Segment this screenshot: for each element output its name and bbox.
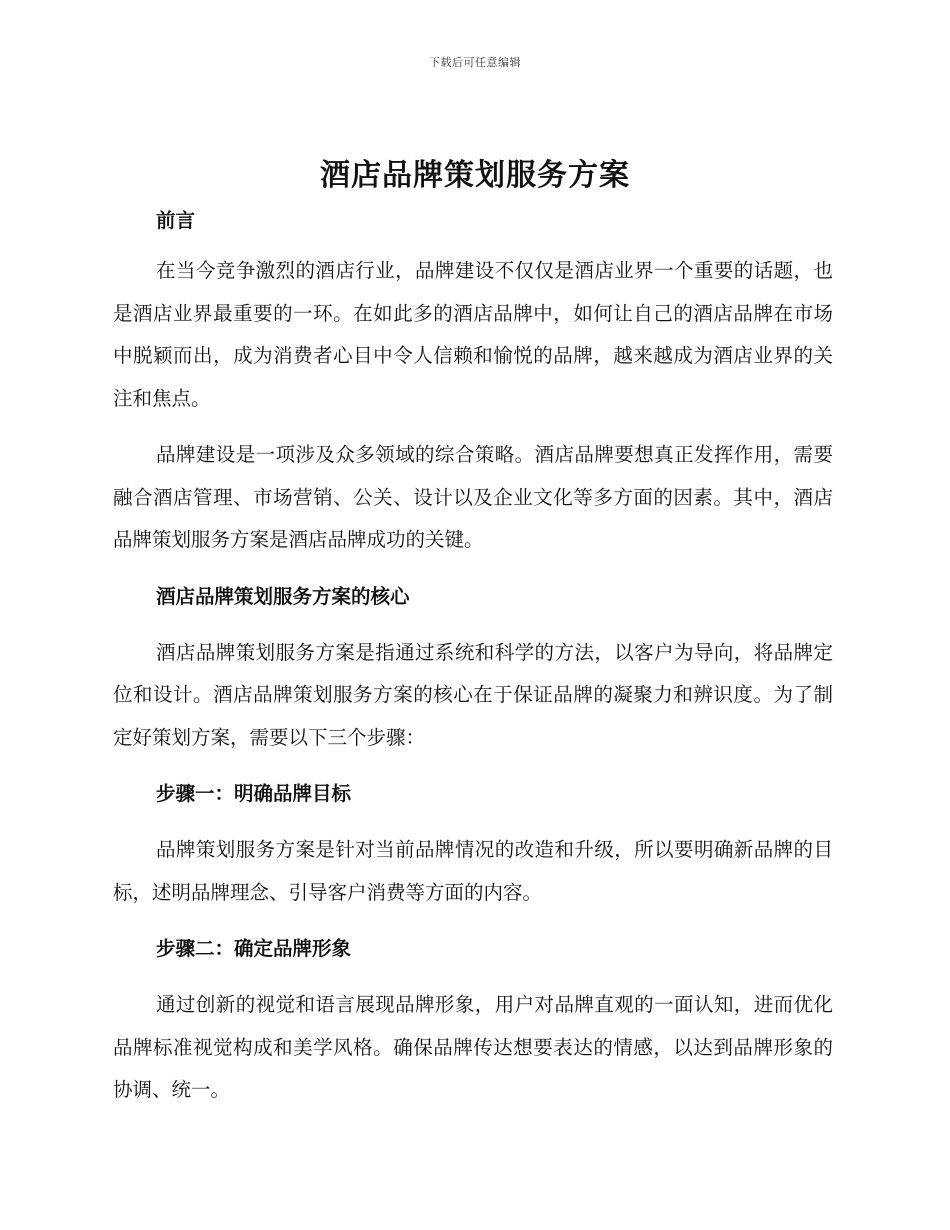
step2-heading: 步骤二：确定品牌形象	[156, 937, 352, 960]
step1-heading: 步骤一：明确品牌目标	[156, 782, 352, 805]
core-heading: 酒店品牌策划服务方案的核心	[156, 584, 410, 608]
preface-heading: 前言	[156, 209, 196, 232]
preface-paragraph-1: 在当今竞争激烈的酒店行业，品牌建设不仅仅是酒店业界一个重要的话题，也是酒店业界最重要的一环。在如此多的酒店品牌中，如何让自己的酒店品牌在市场中脱颖而出，成为消费者心目中令人信赖和愉悦的品牌，越来越成为酒店业界的关注和焦点。	[113, 259, 833, 410]
preface-paragraph-2: 品牌建设是一项涉及众多领域的综合策略。酒店品牌要想真正发挥作用，需要融合酒店管理、市场营销、公关、设计以及企业文化等多方面的因素。其中，酒店品牌策划服务方案是酒店品牌成功的关键。	[113, 443, 833, 551]
step2-paragraph: 通过创新的视觉和语言展现品牌形象，用户对品牌直观的一面认知，进而优化品牌标准视觉构成和美学风格。确保品牌传达想要表达的情感，以达到品牌形象的协调、统一。	[113, 993, 833, 1101]
header-note: 下载后可任意编辑	[429, 56, 521, 69]
document-body	[113, 206, 833, 1112]
document-title: 酒店品牌策划服务方案	[320, 158, 630, 193]
step1-paragraph: 品牌策划服务方案是针对当前品牌情况的改造和升级，所以要明确新品牌的目标，述明品牌理念、引导客户消费等方面的内容。	[113, 838, 833, 904]
core-paragraph: 酒店品牌策划服务方案是指通过系统和科学的方法，以客户为导向，将品牌定位和设计。酒店品牌策划服务方案的核心在于保证品牌的凝聚力和辨识度。为了制定好策划方案，需要以下三个步骤：	[113, 640, 833, 749]
